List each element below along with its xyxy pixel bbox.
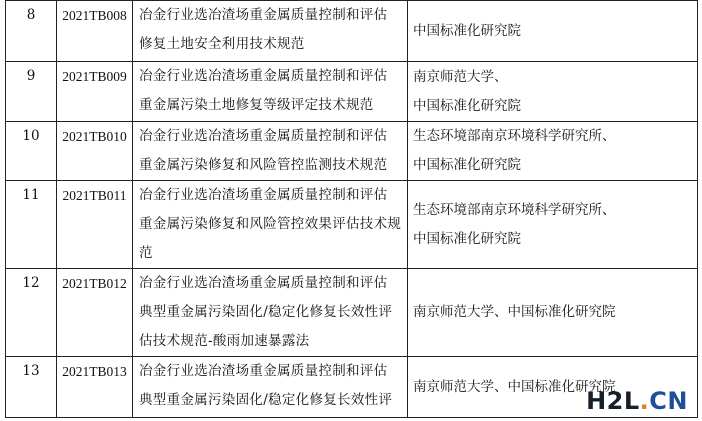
org-line: 中国标准化研究院	[413, 230, 521, 247]
organization	[408, 122, 698, 181]
title-line: 重金属污染修复和风险管控监测技术规范	[139, 157, 388, 173]
standard-title	[133, 357, 408, 418]
row-number: 8	[6, 1, 57, 62]
row-number: 11	[6, 181, 57, 269]
table-row	[6, 181, 698, 269]
title-line: 冶金行业选冶渣场重金属质量控制和评估	[139, 7, 388, 23]
standard-code: 2021TB009	[57, 62, 133, 122]
org-line: 生态环境部南京环境科学研究所、	[413, 201, 616, 218]
site-watermark-logo	[586, 387, 688, 415]
watermark-cn: CN	[649, 387, 688, 415]
title-line: 冶金行业选冶渣场重金属质量控制和评估	[139, 128, 388, 144]
watermark-dot: .	[639, 387, 650, 415]
standard-code: 2021TB011	[57, 181, 133, 269]
standard-code: 2021TB013	[57, 357, 133, 418]
org-line: 中国标准化研究院	[413, 97, 521, 114]
watermark-h2l: H2L	[586, 387, 640, 415]
org-line: 中国标准化研究院	[413, 157, 521, 173]
table-row	[6, 1, 698, 62]
org-line: 南京师范大学、中国标准化研究院	[413, 378, 616, 395]
organization	[408, 1, 698, 62]
title-line: 估技术规范-酸雨加速暴露法	[139, 333, 310, 349]
title-line: 修复土地安全利用技术规范	[139, 36, 305, 52]
standard-title	[133, 122, 408, 181]
row-number: 9	[6, 62, 57, 122]
org-line: 中国标准化研究院	[413, 22, 521, 39]
title-line: 重金属污染修复和风险管控效果评估技术规	[139, 216, 402, 232]
row-number: 10	[6, 122, 57, 181]
org-line: 南京师范大学、	[413, 68, 508, 85]
organization	[408, 181, 698, 269]
title-line: 重金属污染土地修复等级评定技术规范	[139, 97, 374, 113]
standard-title	[133, 181, 408, 269]
standard-title	[133, 62, 408, 122]
row-number: 13	[6, 357, 57, 418]
title-line: 冶金行业选冶渣场重金属质量控制和评估	[139, 275, 388, 291]
title-line: 冶金行业选冶渣场重金属质量控制和评估	[139, 187, 388, 203]
title-line: 冶金行业选冶渣场重金属质量控制和评估	[139, 68, 388, 84]
org-line: 生态环境部南京环境科学研究所、	[413, 128, 616, 144]
title-line: 典型重金属污染固化/稳定化修复长效性评	[139, 304, 393, 320]
title-line: 典型重金属污染固化/稳定化修复长效性评	[139, 392, 393, 408]
standards-table	[5, 0, 698, 418]
table-row	[6, 62, 698, 122]
standard-title	[133, 269, 408, 357]
org-line: 南京师范大学、中国标准化研究院	[413, 304, 616, 320]
table-row	[6, 122, 698, 181]
organization	[408, 269, 698, 357]
title-line: 冶金行业选冶渣场重金属质量控制和评估	[139, 363, 388, 379]
standard-code: 2021TB008	[57, 1, 133, 62]
row-number: 12	[6, 269, 57, 357]
organization	[408, 62, 698, 122]
table-row	[6, 269, 698, 357]
title-line: 范	[139, 245, 153, 261]
standard-code: 2021TB010	[57, 122, 133, 181]
standard-code: 2021TB012	[57, 269, 133, 357]
standard-title	[133, 1, 408, 62]
